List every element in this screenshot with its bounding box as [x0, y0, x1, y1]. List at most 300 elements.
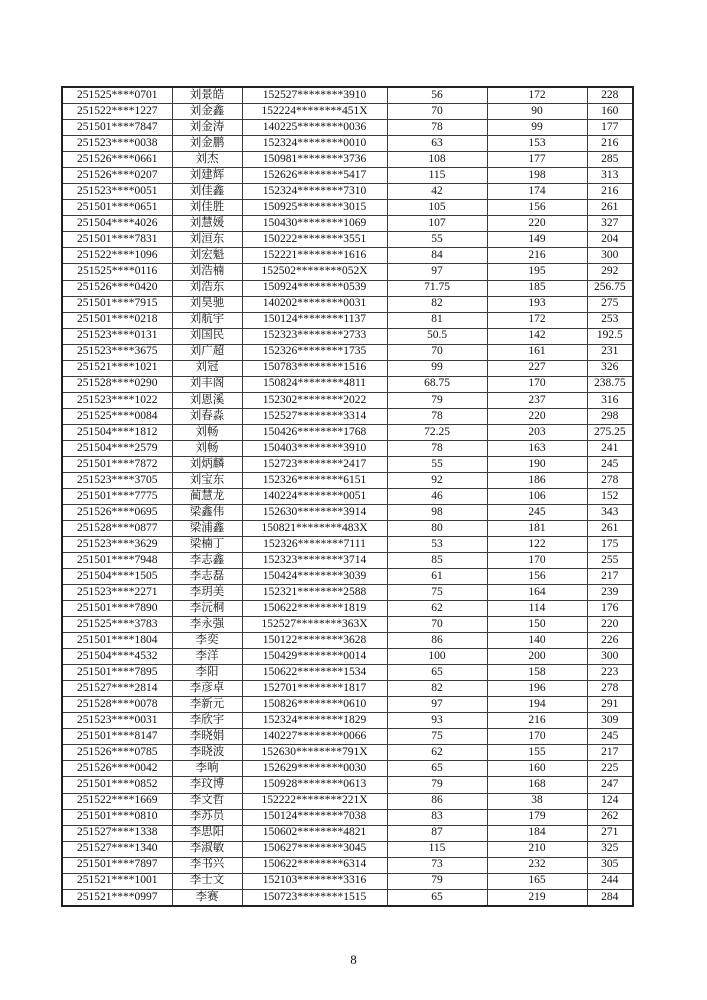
table-cell: 251504****1505: [62, 569, 172, 585]
table-cell: 195: [487, 264, 587, 280]
table-cell: 李志鑫: [172, 553, 242, 569]
table-cell: 160: [587, 104, 633, 120]
table-cell: 140202********0031: [242, 296, 387, 312]
table-cell: 232: [487, 857, 587, 873]
table-cell: 251527****1338: [62, 825, 172, 841]
table-cell: 56: [387, 87, 487, 104]
table-cell: 刘金鑫: [172, 104, 242, 120]
table-cell: 152527********3910: [242, 87, 387, 104]
table-cell: 292: [587, 264, 633, 280]
table-cell: 251523****2271: [62, 585, 172, 601]
table-cell: 251523****0131: [62, 328, 172, 344]
table-cell: 150826********0610: [242, 697, 387, 713]
table-cell: 79: [387, 392, 487, 408]
table-cell: 245: [587, 729, 633, 745]
table-cell: 170: [487, 376, 587, 392]
table-cell: 62: [387, 601, 487, 617]
table-cell: 68.75: [387, 376, 487, 392]
table-cell: 李文哲: [172, 793, 242, 809]
table-cell: 216: [587, 136, 633, 152]
table-cell: 165: [487, 873, 587, 889]
table-row: [62, 729, 633, 745]
table-cell: 278: [587, 472, 633, 488]
table-cell: 251523****1022: [62, 392, 172, 408]
table-cell: 刘洹东: [172, 232, 242, 248]
table-cell: 梁楠丁: [172, 537, 242, 553]
score-table: [61, 86, 634, 907]
table-row: [62, 793, 633, 809]
table-cell: 李洋: [172, 649, 242, 665]
table-row: [62, 136, 633, 152]
table-cell: 193: [487, 296, 587, 312]
table-cell: 75: [387, 729, 487, 745]
table-row: [62, 809, 633, 825]
table-cell: 152302********2022: [242, 392, 387, 408]
table-cell: 251523****0031: [62, 713, 172, 729]
table-cell: 李志磊: [172, 569, 242, 585]
table-cell: 251501****7897: [62, 857, 172, 873]
table-cell: 152: [587, 488, 633, 504]
table-cell: 152629********0030: [242, 761, 387, 777]
table-cell: 53: [387, 537, 487, 553]
table-cell: 150222********3551: [242, 232, 387, 248]
table-cell: 李响: [172, 761, 242, 777]
table-cell: 251526****0785: [62, 745, 172, 761]
table-cell: 150429********0014: [242, 649, 387, 665]
table-cell: 275: [587, 296, 633, 312]
table-cell: 38: [487, 793, 587, 809]
table-cell: 63: [387, 136, 487, 152]
table-cell: 174: [487, 184, 587, 200]
table-row: [62, 857, 633, 873]
table-cell: 李欣宇: [172, 713, 242, 729]
table-cell: 81: [387, 312, 487, 328]
table-row: [62, 889, 633, 906]
table-cell: 115: [387, 841, 487, 857]
table-row: [62, 184, 633, 200]
table-cell: 刘丰阁: [172, 376, 242, 392]
table-cell: 237: [487, 392, 587, 408]
table-cell: 241: [587, 440, 633, 456]
table-cell: 251523****0051: [62, 184, 172, 200]
table-cell: 70: [387, 617, 487, 633]
table-cell: 150627********3045: [242, 841, 387, 857]
table-cell: 150124********7038: [242, 809, 387, 825]
table-cell: 285: [587, 152, 633, 168]
table-cell: 87: [387, 825, 487, 841]
table-cell: 220: [487, 408, 587, 424]
table-cell: 99: [387, 360, 487, 376]
table-row: [62, 585, 633, 601]
table-cell: 177: [487, 152, 587, 168]
table-cell: 124: [587, 793, 633, 809]
table-cell: 316: [587, 392, 633, 408]
table-cell: 245: [487, 504, 587, 520]
table-cell: 170: [487, 553, 587, 569]
table-cell: 251526****0661: [62, 152, 172, 168]
table-cell: 70: [387, 344, 487, 360]
table-cell: 108: [387, 152, 487, 168]
table-cell: 251525****3783: [62, 617, 172, 633]
table-cell: 150824********4811: [242, 376, 387, 392]
table-row: [62, 697, 633, 713]
table-cell: 155: [487, 745, 587, 761]
table-cell: 251522****1227: [62, 104, 172, 120]
table-cell: 65: [387, 665, 487, 681]
table-cell: 326: [587, 360, 633, 376]
table-row: [62, 472, 633, 488]
table-cell: 161: [487, 344, 587, 360]
table-cell: 251501****7775: [62, 488, 172, 504]
table-cell: 204: [587, 232, 633, 248]
table-cell: 李淑敏: [172, 841, 242, 857]
table-cell: 251501****0651: [62, 200, 172, 216]
table-cell: 216: [487, 713, 587, 729]
table-cell: 152323********2733: [242, 328, 387, 344]
table-cell: 152324********1829: [242, 713, 387, 729]
table-cell: 291: [587, 697, 633, 713]
table-cell: 152326********6151: [242, 472, 387, 488]
table-cell: 251522****1669: [62, 793, 172, 809]
table-cell: 150: [487, 617, 587, 633]
table-cell: 220: [587, 617, 633, 633]
table-cell: 150723********1515: [242, 889, 387, 906]
table-cell: 55: [387, 232, 487, 248]
table-row: [62, 328, 633, 344]
table-cell: 62: [387, 745, 487, 761]
table-cell: 李奕: [172, 633, 242, 649]
table-cell: 251523****3705: [62, 472, 172, 488]
table-cell: 刘佳鑫: [172, 184, 242, 200]
table-row: [62, 440, 633, 456]
table-cell: 106: [487, 488, 587, 504]
table-cell: 152527********3314: [242, 408, 387, 424]
table-cell: 刘慧媛: [172, 216, 242, 232]
table-cell: 251525****0116: [62, 264, 172, 280]
table-cell: 251527****1340: [62, 841, 172, 857]
table-cell: 251523****3675: [62, 344, 172, 360]
table-cell: 刘畅: [172, 440, 242, 456]
table-cell: 150426********1768: [242, 424, 387, 440]
table-cell: 251528****0877: [62, 520, 172, 536]
table-cell: 152323********3714: [242, 553, 387, 569]
table-cell: 152326********7111: [242, 537, 387, 553]
table-cell: 85: [387, 553, 487, 569]
table-row: [62, 264, 633, 280]
table-cell: 93: [387, 713, 487, 729]
table-cell: 刘昊驰: [172, 296, 242, 312]
table-cell: 42: [387, 184, 487, 200]
table-cell: 152324********0010: [242, 136, 387, 152]
table-row: [62, 392, 633, 408]
table-row: [62, 312, 633, 328]
table-cell: 160: [487, 761, 587, 777]
table-cell: 152222********221X: [242, 793, 387, 809]
table-cell: 226: [587, 633, 633, 649]
table-cell: 150622********6314: [242, 857, 387, 873]
table-cell: 176: [587, 601, 633, 617]
table-cell: 152527********363X: [242, 617, 387, 633]
table-row: [62, 408, 633, 424]
table-cell: 刘浩楠: [172, 264, 242, 280]
table-cell: 210: [487, 841, 587, 857]
table-cell: 55: [387, 456, 487, 472]
table-cell: 251501****8147: [62, 729, 172, 745]
table-cell: 78: [387, 408, 487, 424]
table-cell: 刘金鹏: [172, 136, 242, 152]
table-cell: 99: [487, 120, 587, 136]
table-cell: 305: [587, 857, 633, 873]
table-cell: 251526****0695: [62, 504, 172, 520]
table-row: [62, 232, 633, 248]
table-cell: 李苏员: [172, 809, 242, 825]
table-cell: 150403********3910: [242, 440, 387, 456]
table-cell: 251525****0084: [62, 408, 172, 424]
table-row: [62, 873, 633, 889]
table-cell: 150924********0539: [242, 280, 387, 296]
table-cell: 251527****2814: [62, 681, 172, 697]
table-row: [62, 825, 633, 841]
table-cell: 152626********5417: [242, 168, 387, 184]
table-cell: 150981********3736: [242, 152, 387, 168]
table-cell: 150424********3039: [242, 569, 387, 585]
table-row: [62, 200, 633, 216]
table-cell: 李思阳: [172, 825, 242, 841]
table-cell: 李彦卓: [172, 681, 242, 697]
table-cell: 216: [587, 184, 633, 200]
table-cell: 251526****0420: [62, 280, 172, 296]
table-cell: 97: [387, 264, 487, 280]
table-cell: 150602********4821: [242, 825, 387, 841]
table-cell: 90: [487, 104, 587, 120]
table-cell: 194: [487, 697, 587, 713]
table-row: [62, 248, 633, 264]
table-cell: 179: [487, 809, 587, 825]
table-cell: 78: [387, 440, 487, 456]
table-cell: 153: [487, 136, 587, 152]
table-cell: 251504****4026: [62, 216, 172, 232]
table-cell: 251501****7890: [62, 601, 172, 617]
table-cell: 327: [587, 216, 633, 232]
table-cell: 185: [487, 280, 587, 296]
table-cell: 251501****7948: [62, 553, 172, 569]
table-row: [62, 520, 633, 536]
table-cell: 刘佳胜: [172, 200, 242, 216]
table-row: [62, 665, 633, 681]
table-row: [62, 104, 633, 120]
table-cell: 172: [487, 312, 587, 328]
table-cell: 251521****0997: [62, 889, 172, 906]
table-row: [62, 376, 633, 392]
table-cell: 251501****7895: [62, 665, 172, 681]
table-cell: 196: [487, 681, 587, 697]
table-cell: 251501****7847: [62, 120, 172, 136]
table-cell: 150122********3628: [242, 633, 387, 649]
table-cell: 李晓娟: [172, 729, 242, 745]
table-cell: 156: [487, 200, 587, 216]
table-cell: 253: [587, 312, 633, 328]
table-cell: 298: [587, 408, 633, 424]
table-cell: 152630********791X: [242, 745, 387, 761]
table-cell: 217: [587, 745, 633, 761]
table-row: [62, 120, 633, 136]
table-cell: 107: [387, 216, 487, 232]
table-cell: 50.5: [387, 328, 487, 344]
table-cell: 140: [487, 633, 587, 649]
table-row: [62, 681, 633, 697]
table-cell: 152502********052X: [242, 264, 387, 280]
table-cell: 271: [587, 825, 633, 841]
table-cell: 152103********3316: [242, 873, 387, 889]
table-cell: 149: [487, 232, 587, 248]
table-cell: 261: [587, 520, 633, 536]
table-cell: 152723********2417: [242, 456, 387, 472]
table-cell: 256.75: [587, 280, 633, 296]
table-cell: 170: [487, 729, 587, 745]
table-cell: 86: [387, 633, 487, 649]
table-cell: 186: [487, 472, 587, 488]
table-cell: 163: [487, 440, 587, 456]
table-cell: 李士文: [172, 873, 242, 889]
table-cell: 46: [387, 488, 487, 504]
table-cell: 228: [587, 87, 633, 104]
table-cell: 251521****1021: [62, 360, 172, 376]
table-cell: 李阳: [172, 665, 242, 681]
table-row: [62, 216, 633, 232]
table-row: [62, 87, 633, 104]
table-cell: 251528****0078: [62, 697, 172, 713]
table-cell: 251501****1804: [62, 633, 172, 649]
table-cell: 278: [587, 681, 633, 697]
table-cell: 刘金涛: [172, 120, 242, 136]
table-cell: 225: [587, 761, 633, 777]
table-cell: 275.25: [587, 424, 633, 440]
table-cell: 刘建辉: [172, 168, 242, 184]
table-row: [62, 633, 633, 649]
table-cell: 李赛: [172, 889, 242, 906]
table-cell: 175: [587, 537, 633, 553]
table-cell: 刘景皓: [172, 87, 242, 104]
table-row: [62, 649, 633, 665]
table-cell: 203: [487, 424, 587, 440]
table-cell: 262: [587, 809, 633, 825]
table-cell: 李新元: [172, 697, 242, 713]
table-cell: 192.5: [587, 328, 633, 344]
table-cell: 158: [487, 665, 587, 681]
table-cell: 刘宏魁: [172, 248, 242, 264]
table-cell: 255: [587, 553, 633, 569]
table-row: [62, 777, 633, 793]
table-cell: 86: [387, 793, 487, 809]
table-cell: 284: [587, 889, 633, 906]
table-cell: 150622********1819: [242, 601, 387, 617]
table-row: [62, 424, 633, 440]
table-cell: 251525****0701: [62, 87, 172, 104]
table-cell: 217: [587, 569, 633, 585]
table-cell: 251521****1001: [62, 873, 172, 889]
table-cell: 蔺慧龙: [172, 488, 242, 504]
table-cell: 152224********451X: [242, 104, 387, 120]
table-cell: 73: [387, 857, 487, 873]
table-cell: 刘恩溪: [172, 392, 242, 408]
table-cell: 72.25: [387, 424, 487, 440]
table-cell: 79: [387, 873, 487, 889]
table-cell: 79: [387, 777, 487, 793]
table-cell: 190: [487, 456, 587, 472]
table-row: [62, 168, 633, 184]
table-cell: 261: [587, 200, 633, 216]
table-cell: 152221********1616: [242, 248, 387, 264]
table-cell: 251504****2579: [62, 440, 172, 456]
table-cell: 313: [587, 168, 633, 184]
table-cell: 251523****0038: [62, 136, 172, 152]
table-cell: 刘广超: [172, 344, 242, 360]
table-cell: 梁浦鑫: [172, 520, 242, 536]
table-cell: 219: [487, 889, 587, 906]
table-cell: 245: [587, 456, 633, 472]
table-row: [62, 537, 633, 553]
table-cell: 刘炳麟: [172, 456, 242, 472]
table-cell: 150821********483X: [242, 520, 387, 536]
table-cell: 150430********1069: [242, 216, 387, 232]
table-cell: 刘杰: [172, 152, 242, 168]
table-cell: 122: [487, 537, 587, 553]
table-cell: 70: [387, 104, 487, 120]
table-cell: 251504****1812: [62, 424, 172, 440]
table-cell: 227: [487, 360, 587, 376]
table-cell: 184: [487, 825, 587, 841]
table-cell: 150925********3015: [242, 200, 387, 216]
table-cell: 150124********1137: [242, 312, 387, 328]
table-cell: 251501****0852: [62, 777, 172, 793]
table-cell: 238.75: [587, 376, 633, 392]
table-cell: 251504****4532: [62, 649, 172, 665]
table-cell: 343: [587, 504, 633, 520]
table-cell: 65: [387, 889, 487, 906]
table-cell: 244: [587, 873, 633, 889]
table-row: [62, 344, 633, 360]
table-cell: 刘国民: [172, 328, 242, 344]
table-cell: 251501****7831: [62, 232, 172, 248]
table-row: [62, 360, 633, 376]
table-row: [62, 617, 633, 633]
table-cell: 李书兴: [172, 857, 242, 873]
table-cell: 156: [487, 569, 587, 585]
table-cell: 164: [487, 585, 587, 601]
table-cell: 李永强: [172, 617, 242, 633]
table-cell: 150928********0613: [242, 777, 387, 793]
table-cell: 140227********0066: [242, 729, 387, 745]
table-cell: 82: [387, 296, 487, 312]
table-cell: 239: [587, 585, 633, 601]
table-cell: 150622********1534: [242, 665, 387, 681]
table-cell: 152324********7310: [242, 184, 387, 200]
table-cell: 300: [587, 649, 633, 665]
table-row: [62, 152, 633, 168]
table-cell: 325: [587, 841, 633, 857]
table-cell: 247: [587, 777, 633, 793]
table-cell: 李沅桐: [172, 601, 242, 617]
table-cell: 刘航宇: [172, 312, 242, 328]
table-row: [62, 553, 633, 569]
table-cell: 刘春淼: [172, 408, 242, 424]
table-cell: 172: [487, 87, 587, 104]
table-row: [62, 488, 633, 504]
table-cell: 刘宝东: [172, 472, 242, 488]
table-cell: 105: [387, 200, 487, 216]
table-cell: 198: [487, 168, 587, 184]
table-cell: 309: [587, 713, 633, 729]
